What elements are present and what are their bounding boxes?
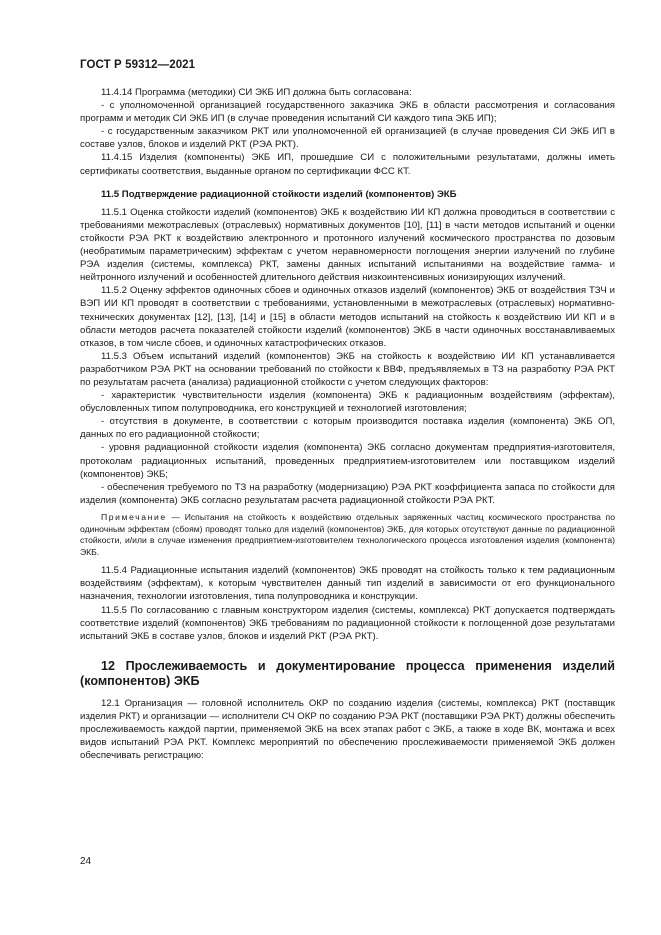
clause-11-4-15: 11.4.15 Изделия (компоненты) ЭКБ ИП, прошедшие СИ с положительными результатами, должны иметь сертификаты соответствия, выданные органом по сертификации ФСС КТ. bbox=[80, 152, 615, 177]
page-number: 24 bbox=[80, 856, 92, 867]
section-heading-12: 12 Прослеживаемость и документирование процесса применения изделий (компонентов) ЭКБ bbox=[80, 658, 615, 689]
list-item: - характеристик чувствительности изделия (компонента) ЭКБ к радиационным воздействиям (эффектам), обусловленных типом полупроводника, его конструкцией и технологией изготовления; bbox=[80, 390, 615, 415]
note bbox=[80, 512, 615, 558]
list-item: - с уполномоченной организацией государственного заказчика ЭКБ в области рассмотрения и согласования программ и методик СИ ЭКБ ИП (в случае проведения испытаний СИ каждого типа ЭКБ ИП); bbox=[80, 100, 615, 125]
clause-11-4-14: 11.4.14 Программа (методики) СИ ЭКБ ИП должна быть согласована: bbox=[101, 87, 412, 98]
clause-11-5-3: 11.5.3 Объем испытаний изделий (компонентов) ЭКБ на стойкость к воздействию ИИ КП устанавливается разработчиком РЭА РКТ на основании требований по стойкости к ВВФ, предъявляемых в ТЗ на разработку РЭА РКТ по результатам расчета (анализа) радиационной стойкости с учетом следующих факторов: bbox=[80, 350, 615, 388]
clause-12-1: 12.1 Организация — головной исполнитель ОКР по созданию изделия (системы, комплекса) РКТ (поставщик изделия РКТ) и организации — исполнители СЧ ОКР по созданию РЭА РКТ (поставщики РЭА РКТ) должны обеспечить прослеживаемость каждой партии, применяемой ЭКБ на всех этапах работ с ЭКБ, а также в ходе ВК, монтажа и всех видов испытаний РЭА РКТ. Комплекс мероприятий по обеспечению прослеживаемости применяемой ЭКБ должен обеспечивать регистрацию: bbox=[80, 697, 615, 762]
document-header: ГОСТ Р 59312—2021 bbox=[80, 59, 196, 71]
document-body bbox=[80, 86, 615, 762]
list-item: - отсутствия в документе, в соответствии с которым производится поставка изделия (компонента) ЭКБ ОП, данных по его радиационной стойкости; bbox=[80, 416, 615, 441]
list-item: - с государственным заказчиком РКТ или уполномоченной ей организацией (в случае проведения СИ ЭКБ ИП в составе узлов, блоков и изделий РКТ (РЭА РКТ). bbox=[80, 126, 615, 151]
note-label: Примечание bbox=[101, 511, 167, 522]
clause-11-5-4: 11.5.4 Радиационные испытания изделий (компонентов) ЭКБ проводят на стойкость только к тем радиационным воздействиям (эффектам), к которым чувствителен данный тип изделий в зависимости от его функционального назначения, технологии изготовления, типа полупроводника и конструкции. bbox=[80, 565, 615, 603]
clause-11-5-2: 11.5.2 Оценку эффектов одиночных сбоев и одиночных отказов изделий (компонентов) ЭКБ от воздействия ТЗЧ и ВЭП ИИ КП проводят в соответствии с требованиями, установленными в межотраслевых (отраслевых) нормативно-технических документах [12], [13], [14] и [15] в области методов испытаний на стойкость к воздействию ИИ КП и в области методов расчета показателей стойкости изделий (компонентов) ЭКБ в части одиночных восстанавливаемых отказов, в том числе сбоев, и одиночных катастрофических отказов. bbox=[80, 285, 615, 349]
note-text: — Испытания на стойкость к воздействию отдельных заряженных частиц космического пространства по одиночным эффектам (сбоям) проводят только для изделий (компонентов) ЭКБ, для которых отсутствуют данные по радиационной стойкости, и/или в случае изменения предприятием-изготовителем технологического процесса изготовления изделия (компонента) ЭКБ. bbox=[80, 511, 615, 557]
clause-11-5-1: 11.5.1 Оценка стойкости изделий (компонентов) ЭКБ к воздействию ИИ КП должна проводиться в соответствии с требованиями межотраслевых (отраслевых) нормативных документов [10], [11] в части методов испытаний и оценки стойкости РЭА РКТ к воздействию электронного и протонного излучений космического пространства по дозовым (необратимым параметрическим) эффектам с учетом неравномерности поглощения энергии излучений по глубине РЭА изделия (системы, комплекса) РКТ, замены данных испытаний испытаниями на воздействие гамма- и нейтронного излучений и особенностей длительного действия низкоинтенсивных ионизирующих излучений. bbox=[80, 206, 615, 284]
section-heading-11-5: 11.5 Подтверждение радиационной стойкости изделий (компонентов) ЭКБ bbox=[101, 188, 457, 200]
list-item: - уровня радиационной стойкости изделия (компонента) ЭКБ согласно документам предприятия-изготовителя, протоколам радиационных испытаний, проведенных предприятием-изготовителем или поставщиком изделий (компонентов) ЭКБ; bbox=[80, 442, 615, 480]
clause-11-5-5: 11.5.5 По согласованию с главным конструктором изделия (системы, комплекса) РКТ допускается подтверждать соответствие изделий (компонентов) ЭКБ требованиям по радиационной стойкости к поглощенной дозе результатами испытаний ЭКБ в составе узлов, блоков и изделий РКТ (РЭА РКТ). bbox=[80, 604, 615, 642]
list-item: - обеспечения требуемого по ТЗ на разработку (модернизацию) РЭА РКТ коэффициента запаса по стойкости для изделия (компонента) ЭКБ согласно результатам расчета радиационной стойкости РЭА РКТ. bbox=[80, 481, 615, 506]
